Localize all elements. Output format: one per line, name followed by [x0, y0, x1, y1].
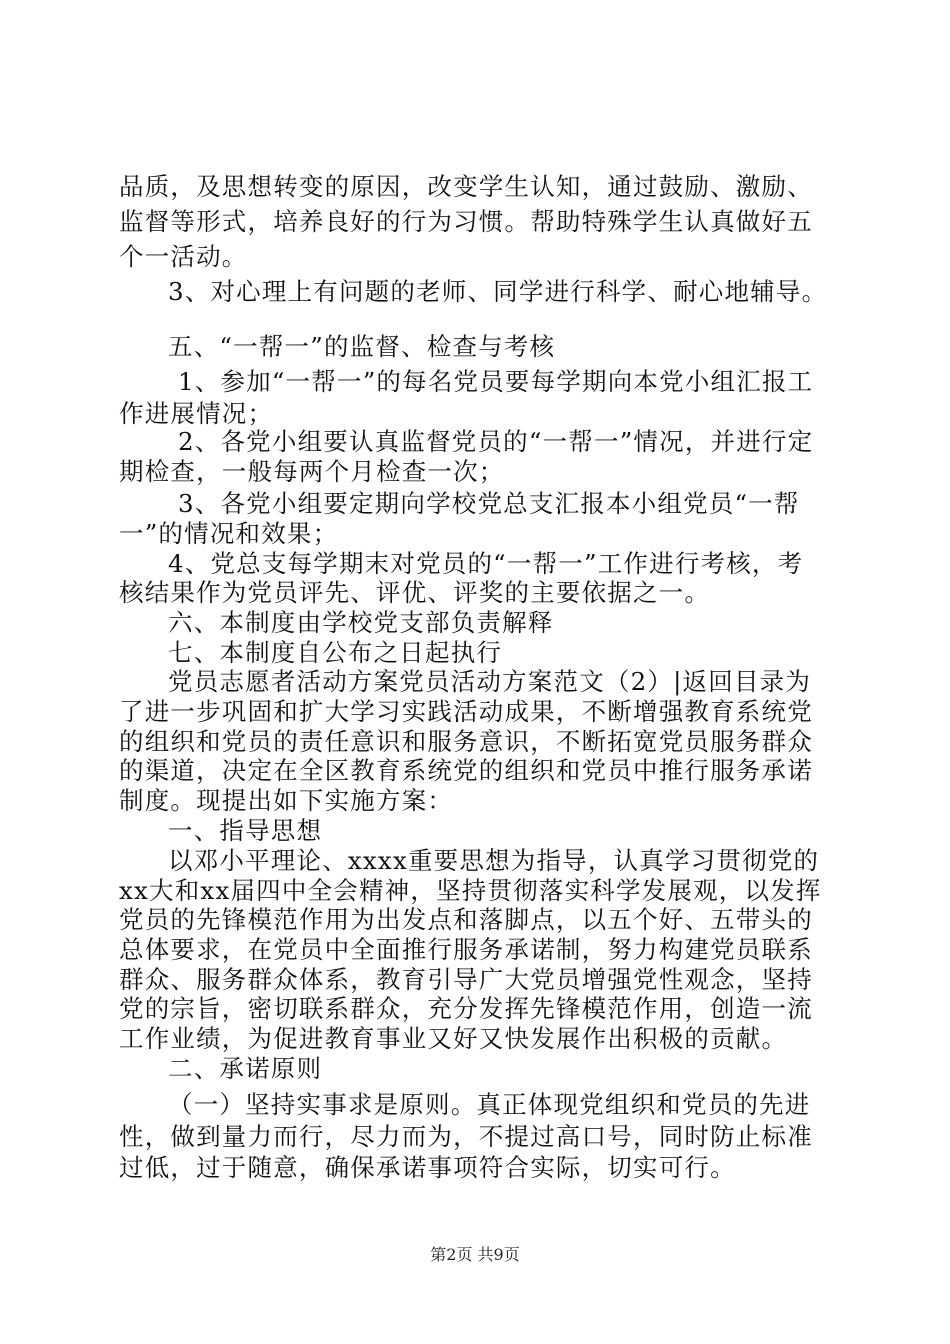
text-line: 群众、服务群众体系，教育引导广大党员增强党性观念，坚持 [119, 965, 813, 994]
text-line: 1、参加“一帮一”的每名党员要每学期向本党小组汇报工 [178, 367, 814, 396]
text-line: 监督等形式，培养良好的行为习惯。帮助特殊学生认真做好五 [119, 207, 813, 236]
section-heading: 六、本制度由学校党支部负责解释 [168, 608, 554, 637]
text-line: 党员的先锋模范作用为出发点和落脚点，以五个好、五带头的 [119, 905, 813, 934]
text-line: 个一活动。 [119, 242, 248, 271]
section-heading: 二、承诺原则 [168, 1054, 323, 1083]
text-line: 的渠道，决定在全区教育系统党的组织和党员中推行服务承诺 [119, 756, 813, 785]
text-line: 期检查，一般每两个月检查一次； [119, 457, 505, 486]
text-line: 作进展情况； [119, 399, 274, 428]
text-line: 品质，及思想转变的原因，改变学生认知，通过鼓励、激励、 [119, 172, 813, 201]
text-line: 4、党总支每学期末对党员的“一帮一”工作进行考核，考 [168, 549, 804, 578]
text-line: 性，做到量力而行，尽力而为，不提过高口号，同时防止标准 [119, 1122, 813, 1151]
section-heading: 一、指导思想 [168, 816, 323, 845]
section-heading: 五、“一帮一”的监督、检查与考核 [168, 332, 556, 361]
text-line: 以邓小平理论、xxxx重要思想为指导，认真学习贯彻党的 [168, 846, 820, 875]
text-line: 3、各党小组要定期向学校党总支汇报本小组党员“一帮 [178, 489, 800, 518]
text-line: 2、各党小组要认真监督党员的“一帮一”情况，并进行定 [178, 427, 814, 456]
text-line: 了进一步巩固和扩大学习实践活动成果，不断增强教育系统党 [119, 697, 813, 726]
page-number-footer: 第2页 共9页 [430, 1245, 520, 1264]
text-line: 一”的情况和效果； [119, 519, 339, 548]
text-line: （一）坚持实事求是原则。真正体现党组织和党员的先进 [168, 1090, 811, 1119]
text-line: 工作业绩，为促进教育事业又好又快发展作出积极的贡献。 [119, 1024, 788, 1053]
text-line: 核结果作为党员评先、评优、评奖的主要依据之一。 [119, 578, 711, 607]
section-heading: 七、本制度自公布之日起执行 [168, 638, 503, 667]
text-line: 3、对心理上有问题的老师、同学进行科学、耐心地辅导。 [168, 277, 828, 306]
text-line: 党的宗旨，密切联系群众，充分发挥先锋模范作用，创造一流 [119, 994, 813, 1023]
text-line: 过低，过于随意，确保承诺事项符合实际，切实可行。 [119, 1153, 736, 1182]
text-line: 的组织和党员的责任意识和服务意识，不断拓宽党员服务群众 [119, 727, 813, 756]
text-line: xx大和xx届四中全会精神，坚持贯彻落实科学发展观，以发挥 [119, 876, 822, 905]
text-line: 总体要求，在党员中全面推行服务承诺制，努力构建党员联系 [119, 935, 813, 964]
text-line: 党员志愿者活动方案党员活动方案范文（2）|返回目录为 [168, 667, 812, 696]
text-line: 制度。现提出如下实施方案： [119, 786, 454, 815]
